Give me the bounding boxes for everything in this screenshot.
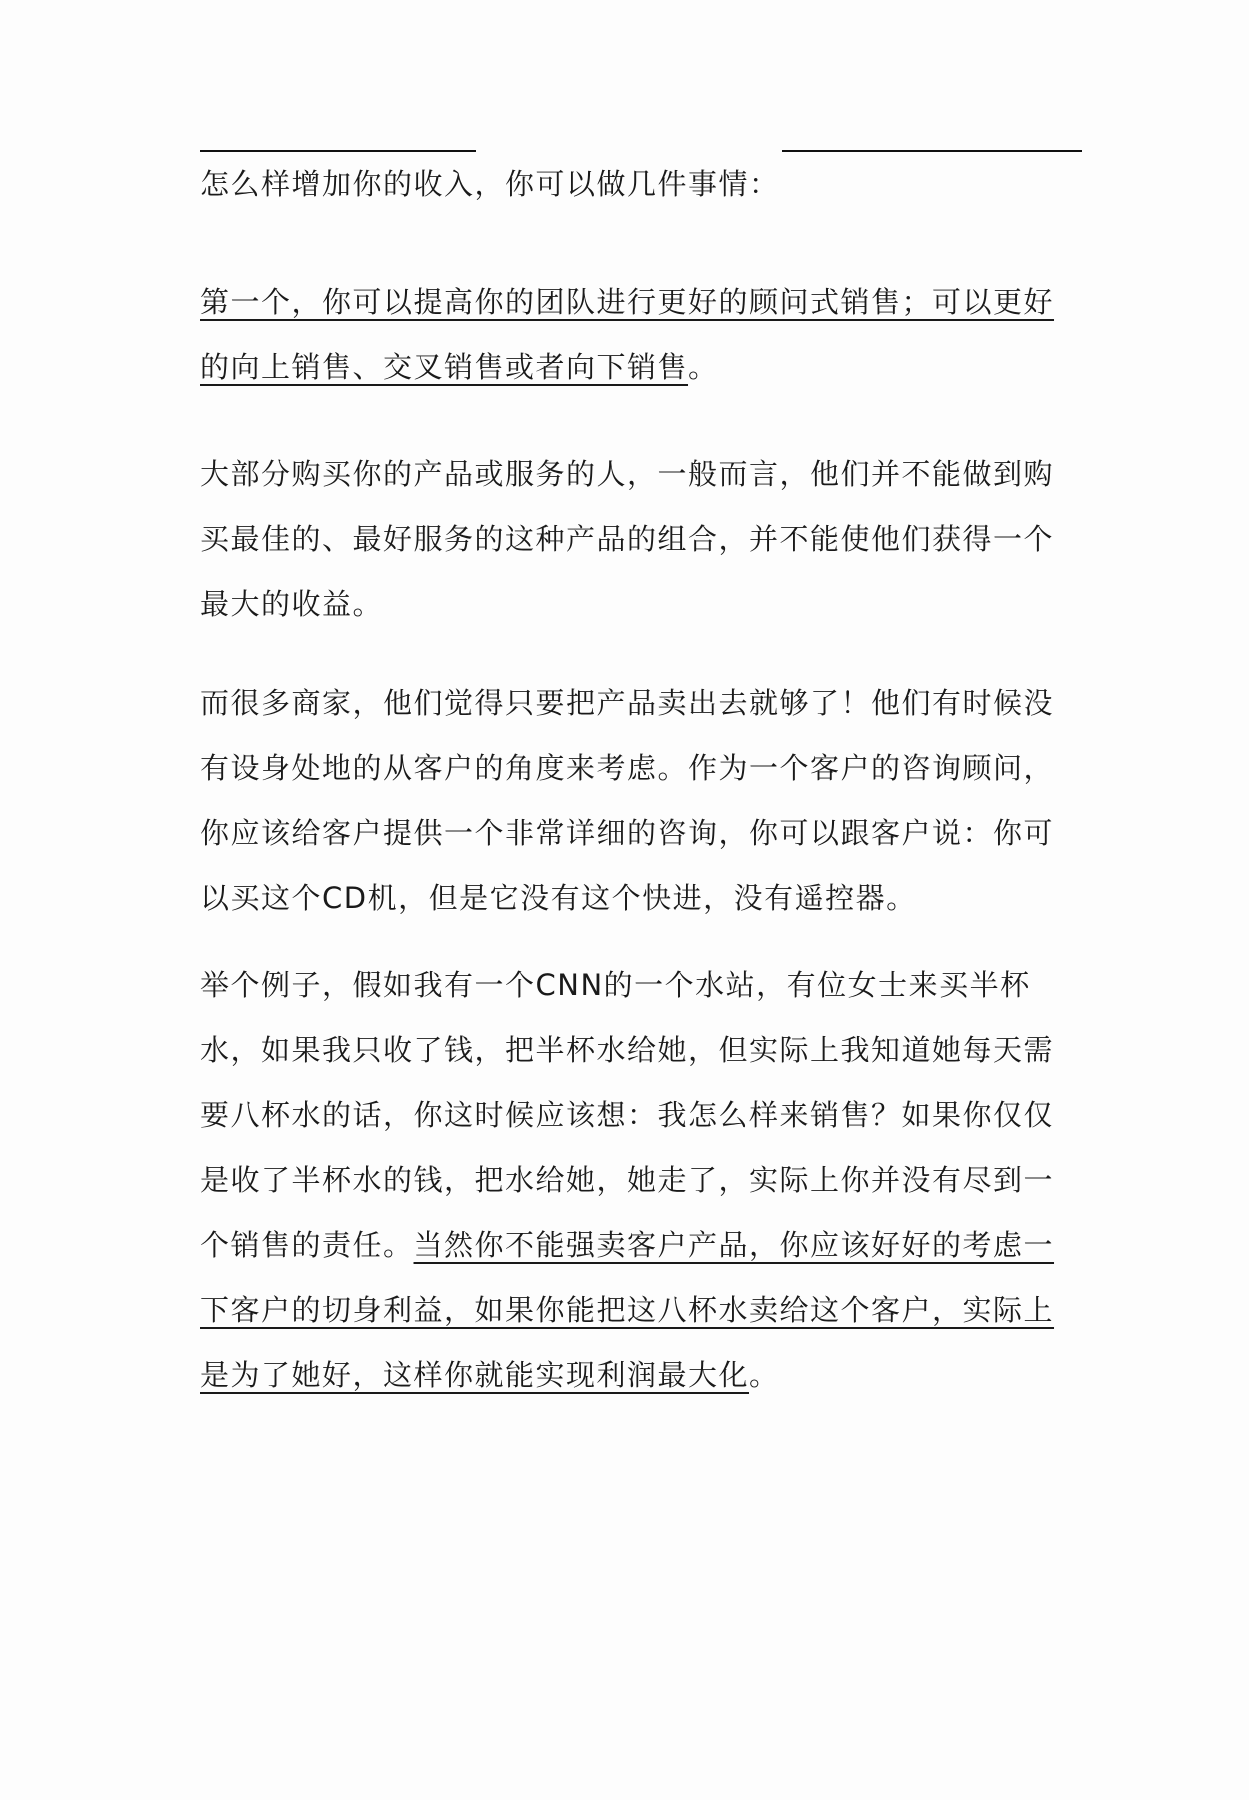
- paragraph-intro: [200, 152, 1080, 217]
- paragraph-example-text: 举个例子，假如我有一个CNN的一个水站，有位女士来买半杯水，如果我只收了钱，把半杯水给她，但实际上我知道她每天需要八杯水的话，你这时候应该想：我怎么样来销售？如果你仅仅是收了半杯水的钱，把水给她，她走了，实际上你并没有尽到一个销售的责任。: [200, 968, 1055, 1262]
- paragraph-first-point-end: 。: [688, 350, 719, 384]
- paragraph-first-point: [200, 270, 1080, 400]
- paragraph-merchants-text: 而很多商家，他们觉得只要把产品卖出去就够了！他们有时候没有设身处地的从客户的角度来考虑。作为一个客户的咨询顾问，你应该给客户提供一个非常详细的咨询，你可以跟客户说：你可以买这个CD机，但是它没有这个快进，没有遥控器。: [200, 686, 1055, 915]
- paragraph-customers-text: 大部分购买你的产品或服务的人，一般而言，他们并不能做到购买最佳的、最好服务的这种产品的组合，并不能使他们获得一个最大的收益。: [200, 457, 1055, 621]
- paragraph-example-underlined: 当然你不能强卖客户产品，你应该好好的考虑一下客户的切身利益，如果你能把这八杯水卖给这个客户，实际上是为了她好，这样你就能实现利润最大化: [200, 1228, 1055, 1392]
- paragraph-merchants: [200, 671, 1080, 931]
- paragraph-customers: [200, 442, 1080, 637]
- paragraph-example-end: 。: [749, 1358, 780, 1392]
- paragraph-first-point-underlined: 第一个，你可以提高你的团队进行更好的顾问式销售；可以更好的向上销售、交叉销售或者向下销售: [200, 285, 1055, 384]
- paragraph-example: [200, 953, 1080, 1408]
- paragraph-intro-text: 怎么样增加你的收入，你可以做几件事情：: [200, 167, 780, 201]
